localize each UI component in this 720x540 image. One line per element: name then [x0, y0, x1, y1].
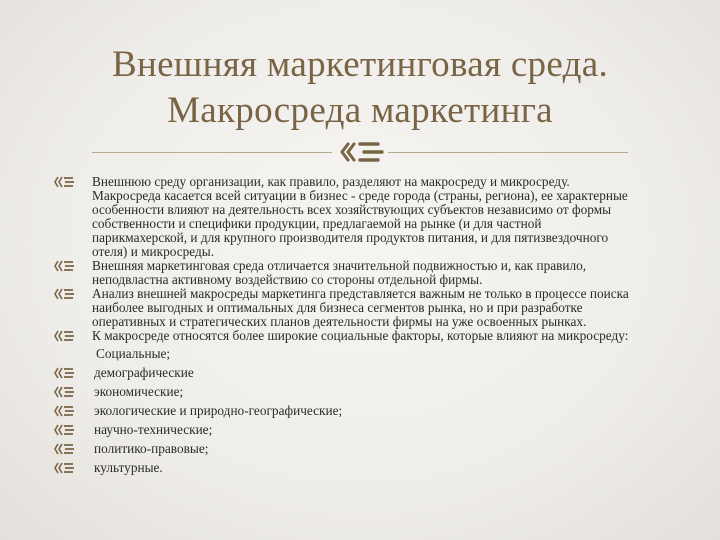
factor-label: научно-технические; — [94, 422, 213, 437]
factor-item — [54, 404, 634, 418]
bullet-icon — [54, 288, 74, 300]
list-item — [54, 175, 634, 259]
factor-item — [54, 423, 634, 437]
bullet-icon — [54, 462, 74, 474]
paragraph-2: Внешняя маркетинговая среда отличается значительной подвижностью и, как правило, неподвластна активному воздействию со стороны отдельной фирмы. — [92, 258, 587, 287]
paragraph-1: Внешнюю среду организации, как правило, разделяют на макросреду и микросреду. Макросреда касается всей ситуации в бизнес - среде города (страны, региона), ее характерные особенности влияют на деятельность всех хозяйствующих субъектов независимо от формы собственности и специфики продукции, предлагаемой на рынке (и для частной парикмахерской, и для крупного производителя продуктов питания, и для пятизвездочного отеля) и микросреды. — [92, 174, 628, 259]
factor-item — [54, 461, 634, 475]
bullet-icon — [54, 176, 74, 188]
bullet-icon — [54, 260, 74, 272]
factor-item — [54, 366, 634, 380]
list-item — [54, 329, 634, 343]
bullet-icon — [54, 443, 74, 455]
slide-title — [40, 42, 680, 134]
factor-item — [54, 385, 634, 399]
bullet-icon — [54, 405, 74, 417]
factor-label: экономические; — [94, 384, 184, 399]
list-item — [54, 259, 634, 287]
title-divider-right — [388, 152, 628, 153]
bullet-icon — [54, 330, 74, 342]
bullet-icon — [54, 367, 74, 379]
factor-label: демографические — [94, 365, 194, 380]
factor-label: политико-правовые; — [94, 441, 209, 456]
bullet-icon — [54, 424, 74, 436]
title-divider-left — [92, 152, 332, 153]
paragraph-3: Анализ внешней макросреды маркетинга представляется важным не только в процессе поиска наиболее выгодных и оптимальных для бизнеса сегментов рынка, но и при разработке оперативных и стратегических планов деятельности фирмы на уже освоенных рынках. — [92, 286, 629, 329]
sub-heading: Социальные; — [96, 346, 171, 361]
factor-item — [54, 442, 634, 456]
factor-label: культурные. — [94, 460, 163, 475]
title-line-1: Внешняя маркетинговая среда. — [112, 44, 608, 85]
divider-ornament-icon — [340, 138, 384, 166]
list-item — [54, 287, 634, 329]
paragraph-4: К макросреде относятся более широкие социальные факторы, которые влияют на микросреду: — [92, 328, 629, 343]
factor-label: экологические и природно-географические; — [94, 403, 343, 418]
slide-content — [54, 175, 634, 480]
title-line-2: Макросреда маркетинга — [167, 90, 553, 131]
bullet-icon — [54, 386, 74, 398]
